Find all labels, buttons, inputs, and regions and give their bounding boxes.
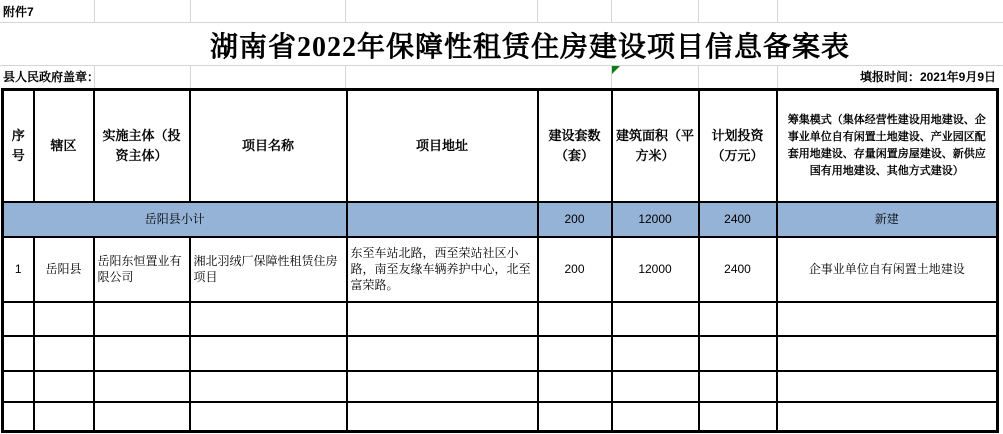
empty-cell[interactable] [347, 371, 538, 402]
empty-cell[interactable] [699, 336, 777, 371]
seq-cell[interactable]: 1 [3, 237, 34, 302]
empty-row [3, 402, 998, 432]
subtotal-mode-cell[interactable]: 新建 [777, 202, 998, 237]
empty-cell[interactable] [777, 336, 998, 371]
empty-cell[interactable] [190, 302, 347, 336]
col-header-seq[interactable]: 序号 [3, 90, 34, 202]
empty-cell[interactable] [34, 402, 94, 432]
gridline [698, 65, 699, 88]
entity-cell[interactable]: 岳阳东恒置业有限公司 [94, 237, 190, 302]
gridline [345, 65, 346, 88]
data-row-1 [3, 237, 998, 302]
empty-cell[interactable] [347, 402, 538, 432]
empty-cell[interactable] [347, 336, 538, 371]
empty-cell[interactable] [3, 402, 34, 432]
empty-cell[interactable] [777, 371, 998, 402]
empty-cell[interactable] [538, 336, 612, 371]
empty-cell[interactable] [34, 336, 94, 371]
subtotal-label-cell[interactable]: 岳阳县小计 [3, 202, 347, 237]
col-header-area[interactable]: 建筑面积（平方米） [612, 90, 699, 202]
area-cell[interactable]: 12000 [612, 237, 699, 302]
empty-cell[interactable] [612, 371, 699, 402]
project-info-table [1, 88, 999, 433]
col-header-units[interactable]: 建设套数（套） [538, 90, 612, 202]
empty-cell[interactable] [612, 336, 699, 371]
address-cell[interactable]: 东至车站北路，西至荣站社区小路，南至友缘车辆养护中心，北至富荣路。 [347, 237, 538, 302]
empty-cell[interactable] [190, 371, 347, 402]
col-header-investment[interactable]: 计划投资（万元） [699, 90, 777, 202]
mode-cell[interactable]: 企事业单位自有闲置土地建设 [777, 237, 998, 302]
empty-cell[interactable] [190, 336, 347, 371]
subtotal-row [3, 202, 998, 237]
page-title-cell[interactable]: 湖南省2022年保障性租赁住房建设项目信息备案表 [209, 32, 850, 63]
empty-cell[interactable] [538, 371, 612, 402]
empty-cell[interactable] [94, 302, 190, 336]
empty-cell[interactable] [34, 302, 94, 336]
empty-cell[interactable] [538, 302, 612, 336]
col-header-district[interactable]: 辖区 [34, 90, 94, 202]
gridline [0, 22, 1003, 23]
empty-cell[interactable] [538, 402, 612, 432]
project-name-cell[interactable]: 湘北羽绒厂保障性租赁住房项目 [190, 237, 347, 302]
empty-row [3, 302, 998, 336]
col-header-address[interactable]: 项目地址 [347, 90, 538, 202]
header-row [3, 90, 998, 202]
empty-cell[interactable] [94, 402, 190, 432]
empty-cell[interactable] [612, 402, 699, 432]
empty-cell[interactable] [777, 402, 998, 432]
units-cell[interactable]: 200 [538, 237, 612, 302]
district-cell[interactable]: 岳阳县 [34, 237, 94, 302]
gridline [698, 0, 699, 22]
empty-cell[interactable] [699, 371, 777, 402]
cell-error-indicator-triangle-icon [612, 66, 620, 74]
subtotal-investment-cell[interactable]: 2400 [699, 202, 777, 237]
col-header-mode[interactable]: 筹集模式（集体经营性建设用地建设、企事业单位自有闲置土地建设、产业园区配套用地建设、存量闲置房屋建设、新供应国有用地建设、其他方式建设） [777, 90, 998, 202]
gridline [537, 0, 538, 22]
empty-cell[interactable] [94, 336, 190, 371]
government-seal-label-cell[interactable]: 县人民政府盖章： [3, 70, 100, 84]
gridline [190, 65, 191, 88]
empty-cell[interactable] [3, 371, 34, 402]
subtotal-units-cell[interactable]: 200 [538, 202, 612, 237]
gridline [0, 65, 1003, 66]
col-header-project-name[interactable]: 项目名称 [190, 90, 347, 202]
empty-cell[interactable] [699, 402, 777, 432]
empty-cell[interactable] [347, 302, 538, 336]
empty-row [3, 371, 998, 402]
attachment-label-cell[interactable]: 附件7 [3, 5, 34, 19]
empty-cell[interactable] [3, 336, 34, 371]
gridline [777, 65, 778, 88]
empty-cell[interactable] [612, 302, 699, 336]
gridline [345, 0, 346, 22]
empty-cell[interactable] [3, 302, 34, 336]
empty-cell[interactable] [777, 302, 998, 336]
gridline [190, 0, 191, 22]
empty-cell[interactable] [34, 371, 94, 402]
empty-cell[interactable] [190, 402, 347, 432]
report-time-cell[interactable]: 填报时间：2021年9月9日 [859, 70, 996, 84]
empty-cell[interactable] [699, 302, 777, 336]
investment-cell[interactable]: 2400 [699, 237, 777, 302]
col-header-entity[interactable]: 实施主体（投资主体） [94, 90, 190, 202]
gridline [777, 0, 778, 22]
gridline [94, 0, 95, 22]
gridline [611, 0, 612, 22]
empty-cell[interactable] [94, 371, 190, 402]
subtotal-address-cell[interactable] [347, 202, 538, 237]
subtotal-area-cell[interactable]: 12000 [612, 202, 699, 237]
empty-row [3, 336, 998, 371]
